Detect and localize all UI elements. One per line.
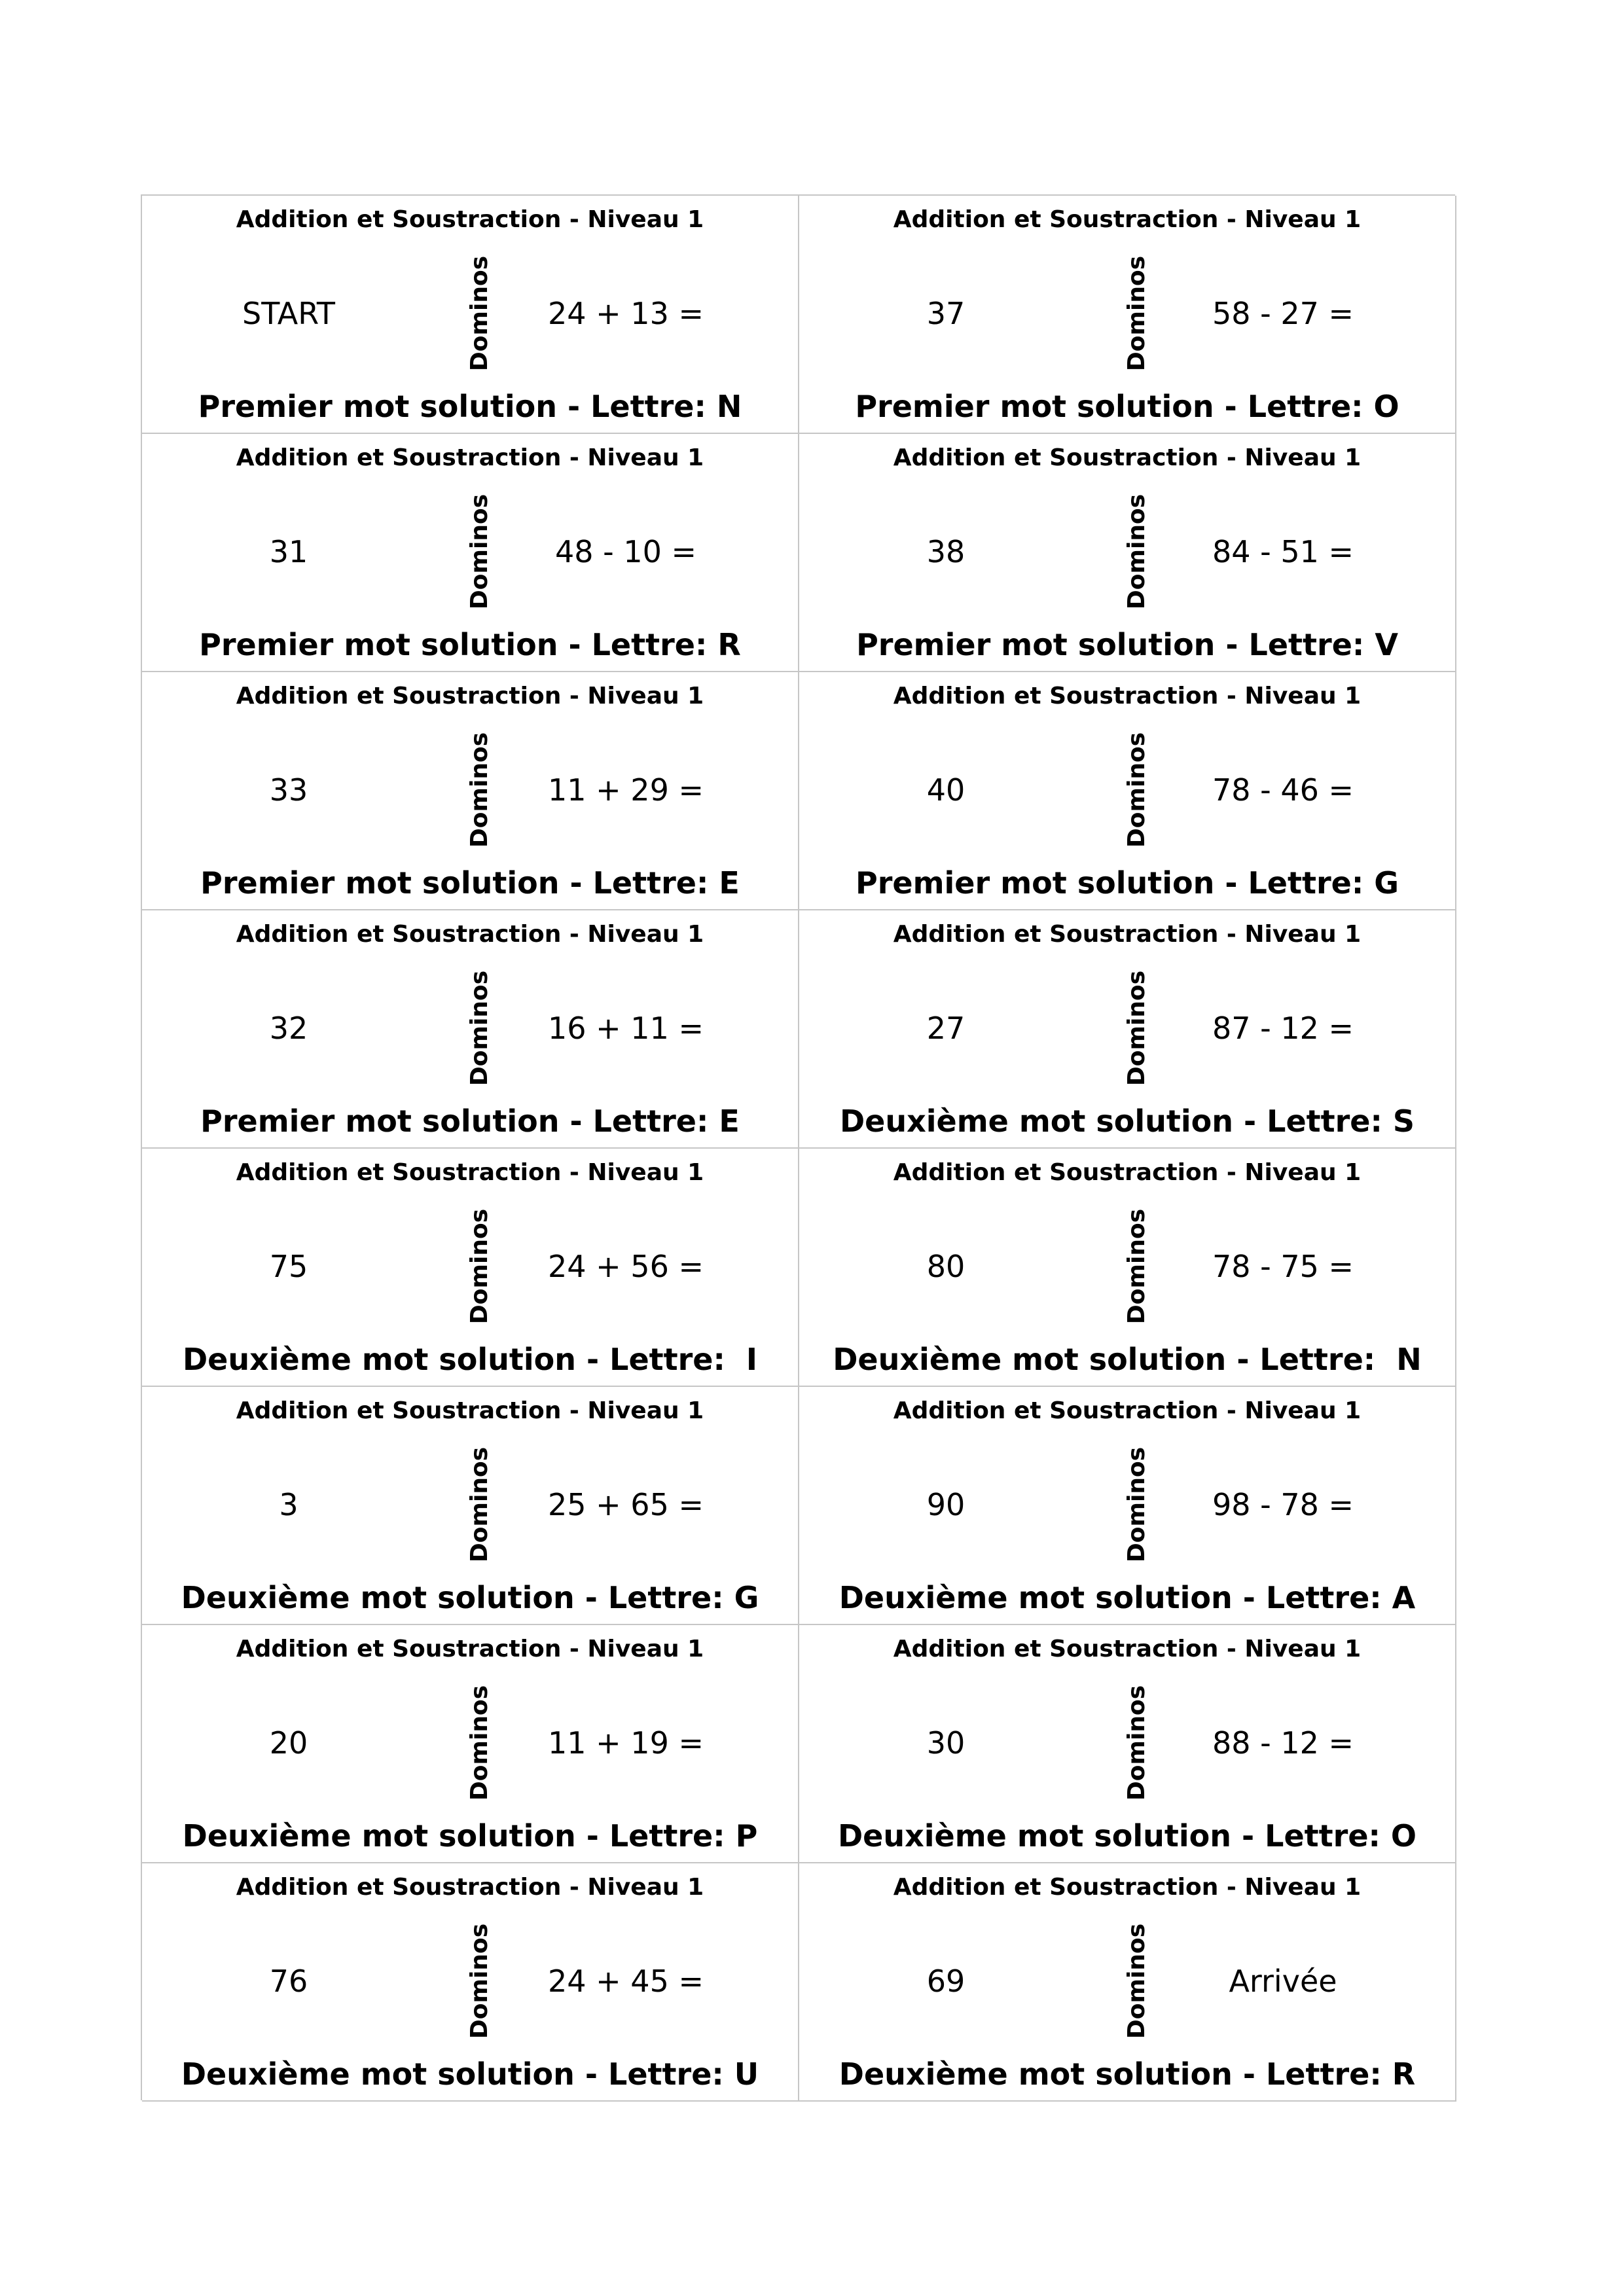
domino-card [142, 672, 799, 910]
domino-card [142, 1863, 799, 2102]
domino-card [142, 910, 799, 1149]
vertical-label-text: Dominos [1123, 255, 1150, 372]
card-header: Addition et Soustraction - Niveau 1 [893, 444, 1362, 471]
vertical-label-text: Dominos [1123, 1446, 1150, 1563]
card-footer: Deuxième mot solution - Lettre: U [181, 2056, 759, 2092]
domino-card [799, 196, 1456, 434]
card-footer: Deuxième mot solution - Lettre: P [182, 1818, 758, 1854]
vertical-label-text: Dominos [466, 970, 493, 1086]
card-header: Addition et Soustraction - Niveau 1 [893, 1397, 1362, 1424]
card-answer: 80 [926, 1249, 965, 1284]
card-header: Addition et Soustraction - Niveau 1 [893, 1874, 1362, 1901]
vertical-label-text: Dominos [1123, 493, 1150, 610]
card-question: 24 + 13 = [547, 296, 704, 331]
card-answer: START [242, 296, 335, 331]
card-answer: 40 [926, 772, 965, 808]
domino-card [142, 1387, 799, 1625]
card-question: 98 - 78 = [1212, 1487, 1354, 1522]
card-footer: Premier mot solution - Lettre: R [199, 627, 741, 662]
card-answer: 27 [926, 1011, 965, 1046]
vertical-label-text: Dominos [466, 1208, 493, 1325]
card-answer: 37 [926, 296, 965, 331]
card-footer: Deuxième mot solution - Lettre: R [839, 2056, 1416, 2092]
card-footer: Premier mot solution - Lettre: O [855, 389, 1399, 424]
card-header: Addition et Soustraction - Niveau 1 [236, 206, 704, 233]
card-footer: Premier mot solution - Lettre: G [856, 865, 1399, 901]
domino-card [799, 672, 1456, 910]
vertical-label-text: Dominos [466, 493, 493, 610]
card-header: Addition et Soustraction - Niveau 1 [236, 683, 704, 709]
vertical-label-text: Dominos [466, 255, 493, 372]
card-question: 24 + 56 = [547, 1249, 704, 1284]
vertical-label-text: Dominos [1123, 970, 1150, 1086]
vertical-label-text: Dominos [466, 732, 493, 848]
card-answer: 31 [269, 534, 308, 569]
card-footer: Deuxième mot solution - Lettre: A [839, 1580, 1416, 1615]
card-header: Addition et Soustraction - Niveau 1 [893, 683, 1362, 709]
vertical-label-text: Dominos [466, 1923, 493, 2039]
card-answer: 3 [279, 1487, 298, 1522]
card-question: 78 - 46 = [1212, 772, 1354, 808]
vertical-label-text: Dominos [1123, 1208, 1150, 1325]
card-answer: 69 [926, 1964, 965, 1999]
domino-card [799, 1149, 1456, 1387]
card-answer: 20 [269, 1725, 308, 1761]
card-answer: 33 [269, 772, 308, 808]
card-footer: Premier mot solution - Lettre: N [198, 389, 742, 424]
domino-card [799, 910, 1456, 1149]
domino-card [799, 1863, 1456, 2102]
card-footer: Premier mot solution - Lettre: E [200, 865, 740, 901]
card-answer: 30 [926, 1725, 965, 1761]
card-question: 11 + 19 = [547, 1725, 704, 1761]
card-answer: 76 [269, 1964, 308, 1999]
card-footer: Premier mot solution - Lettre: E [200, 1103, 740, 1139]
card-question: 48 - 10 = [554, 534, 697, 569]
domino-card [799, 1387, 1456, 1625]
card-question: 78 - 75 = [1212, 1249, 1354, 1284]
card-question: 84 - 51 = [1212, 534, 1354, 569]
domino-card [799, 1625, 1456, 1863]
card-footer: Deuxième mot solution - Lettre: G [181, 1580, 759, 1615]
card-question: 58 - 27 = [1212, 296, 1354, 331]
domino-card [142, 1625, 799, 1863]
domino-card-grid [141, 194, 1455, 2100]
card-question: 16 + 11 = [547, 1011, 704, 1046]
card-footer: Deuxième mot solution - Lettre: I [182, 1342, 758, 1377]
domino-card [142, 196, 799, 434]
card-answer: 90 [926, 1487, 965, 1522]
vertical-label-text: Dominos [1123, 732, 1150, 848]
card-header: Addition et Soustraction - Niveau 1 [236, 921, 704, 948]
card-footer: Deuxième mot solution - Lettre: S [839, 1103, 1415, 1139]
vertical-label-text: Dominos [466, 1446, 493, 1563]
domino-card [799, 434, 1456, 672]
card-question: 24 + 45 = [547, 1964, 704, 1999]
card-header: Addition et Soustraction - Niveau 1 [893, 206, 1362, 233]
card-header: Addition et Soustraction - Niveau 1 [893, 1636, 1362, 1662]
card-answer: 38 [926, 534, 965, 569]
card-header: Addition et Soustraction - Niveau 1 [236, 1874, 704, 1901]
vertical-label-text: Dominos [1123, 1923, 1150, 2039]
card-header: Addition et Soustraction - Niveau 1 [893, 921, 1362, 948]
card-question: 87 - 12 = [1212, 1011, 1354, 1046]
vertical-label-text: Dominos [1123, 1685, 1150, 1801]
card-question: 88 - 12 = [1212, 1725, 1354, 1761]
domino-card [142, 434, 799, 672]
card-question: 25 + 65 = [547, 1487, 704, 1522]
domino-card [142, 1149, 799, 1387]
card-answer: 75 [269, 1249, 308, 1284]
card-header: Addition et Soustraction - Niveau 1 [236, 1159, 704, 1186]
card-header: Addition et Soustraction - Niveau 1 [893, 1159, 1362, 1186]
card-footer: Deuxième mot solution - Lettre: O [837, 1818, 1417, 1854]
card-header: Addition et Soustraction - Niveau 1 [236, 1636, 704, 1662]
card-question: Arrivée [1229, 1964, 1337, 1999]
card-question: 11 + 29 = [547, 772, 704, 808]
card-footer: Deuxième mot solution - Lettre: N [833, 1342, 1422, 1377]
card-footer: Premier mot solution - Lettre: V [856, 627, 1398, 662]
card-answer: 32 [269, 1011, 308, 1046]
vertical-label-text: Dominos [466, 1685, 493, 1801]
card-header: Addition et Soustraction - Niveau 1 [236, 444, 704, 471]
card-header: Addition et Soustraction - Niveau 1 [236, 1397, 704, 1424]
